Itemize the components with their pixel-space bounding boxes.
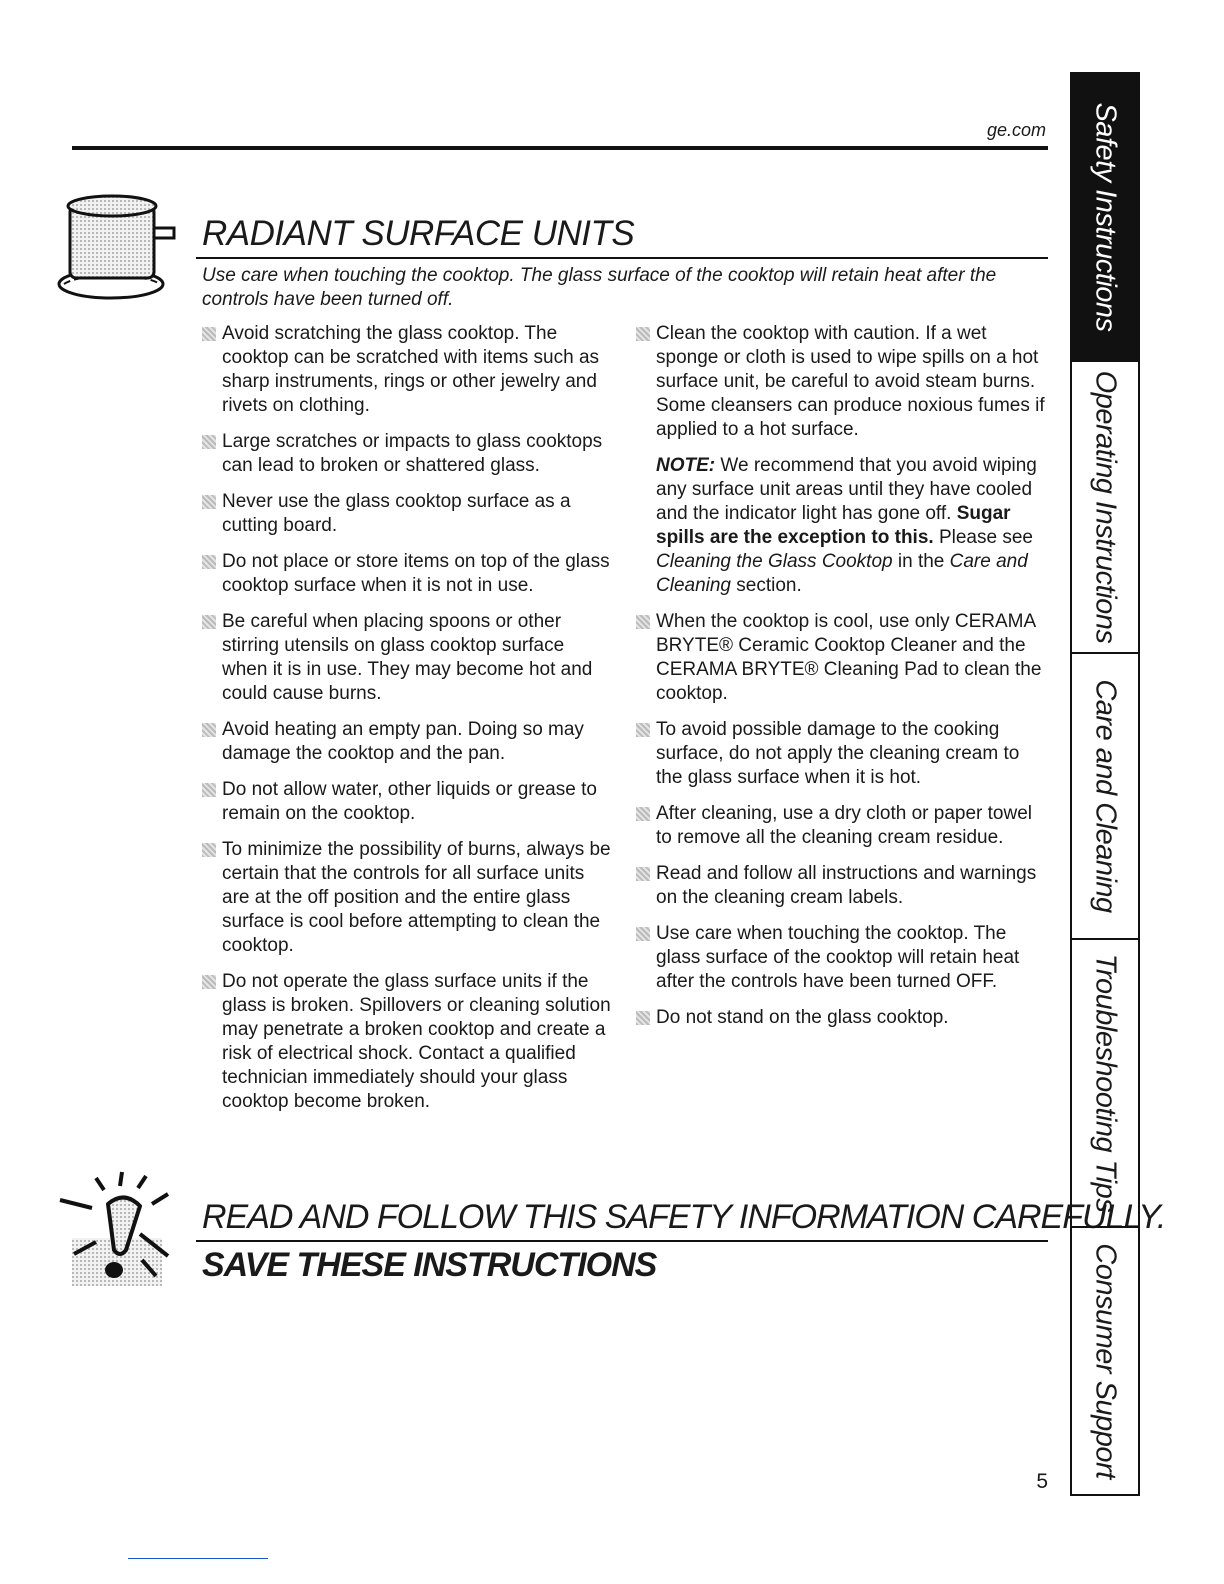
link-underline bbox=[128, 1558, 268, 1559]
bullet-icon bbox=[202, 975, 216, 989]
list-item: To avoid possible damage to the cooking surface, do not apply the cleaning cream to the glass surface when it is hot. bbox=[636, 718, 1048, 790]
bullet-icon bbox=[202, 555, 216, 569]
bullet-icon bbox=[636, 927, 650, 941]
section-tabs bbox=[1070, 72, 1140, 1496]
list-item: Never use the glass cooktop surface as a cutting board. bbox=[202, 490, 614, 538]
list-item: After cleaning, use a dry cloth or paper towel to remove all the cleaning cream residue. bbox=[636, 802, 1048, 850]
tab-care-and-cleaning[interactable]: Care and Cleaning bbox=[1072, 654, 1138, 940]
list-item: To minimize the possibility of burns, always be certain that the controls for all surface units are at the off position and the entire glass surface is cool before attempting to clean the cooktop. bbox=[202, 838, 614, 958]
page-number: 5 bbox=[1036, 1470, 1048, 1493]
bullet-icon bbox=[636, 327, 650, 341]
bullet-icon bbox=[636, 723, 650, 737]
note-reference: Cleaning the Glass Cooktop bbox=[656, 551, 893, 572]
bullet-icon bbox=[202, 843, 216, 857]
section-title: RADIANT SURFACE UNITS bbox=[202, 214, 635, 253]
bullet-icon bbox=[202, 783, 216, 797]
site-url: ge.com bbox=[986, 120, 1046, 140]
list-item: Read and follow all instructions and warnings on the cleaning cream labels. bbox=[636, 862, 1048, 910]
bullet-icon bbox=[636, 867, 650, 881]
left-column bbox=[202, 322, 614, 1126]
tab-consumer-support[interactable]: Consumer Support bbox=[1089, 1243, 1122, 1479]
tab-safety-instructions[interactable]: Safety Instructions bbox=[1072, 74, 1138, 362]
title-rule bbox=[196, 257, 1048, 259]
bullet-icon bbox=[202, 723, 216, 737]
warning-exclamation-icon bbox=[56, 1168, 186, 1288]
header-rule bbox=[72, 146, 1048, 150]
safety-rule bbox=[196, 1240, 1048, 1242]
bullet-icon bbox=[202, 435, 216, 449]
list-item: Avoid heating an empty pan. Doing so may damage the cooktop and the pan. bbox=[202, 718, 614, 766]
safety-heading: READ AND FOLLOW THIS SAFETY INFORMATION CAREFULLY. bbox=[202, 1198, 1166, 1236]
bullet-icon bbox=[202, 327, 216, 341]
note-reference: Care and Cleaning bbox=[656, 551, 1028, 596]
right-column bbox=[636, 322, 1048, 1042]
list-item: Do not place or store items on top of the glass cooktop surface when it is not in use. bbox=[202, 550, 614, 598]
list-item: Do not stand on the glass cooktop. bbox=[636, 1006, 1048, 1030]
note-label: NOTE: bbox=[656, 455, 716, 476]
note-block: NOTE: We recommend that you avoid wiping any surface unit areas until they have cooled and the indicator light has gone off. Sugar spills are the exception to this. Please see Cleaning the Glass Cooktop in the Care and Cleaning section. bbox=[656, 455, 1037, 596]
list-item: Clean the cooktop with caution. If a wet sponge or cloth is used to wipe spills on a hot surface unit, be careful to avoid steam burns. Some cleansers can produce noxious fumes if applied to a hot surface. bbox=[636, 322, 1048, 442]
save-instructions-heading: SAVE THESE INSTRUCTIONS bbox=[202, 1246, 657, 1284]
bullet-icon bbox=[636, 1011, 650, 1025]
list-item: Do not allow water, other liquids or grease to remain on the cooktop. bbox=[202, 778, 614, 826]
list-item: When the cooktop is cool, use only CERAMA BRYTE® Ceramic Cooktop Cleaner and the CERAMA BRYTE® Cleaning Pad to clean the cooktop. bbox=[636, 610, 1048, 706]
tab-troubleshooting-tips[interactable]: Troubleshooting Tips bbox=[1072, 940, 1138, 1228]
cooktop-pot-icon bbox=[56, 188, 186, 308]
bullet-icon bbox=[636, 615, 650, 629]
bullet-icon bbox=[202, 495, 216, 509]
tab-operating-instructions[interactable]: Operating Instructions bbox=[1072, 362, 1138, 654]
list-item: Avoid scratching the glass cooktop. The cooktop can be scratched with items such as sharp instruments, rings or other jewelry and rivets on clothing. bbox=[202, 322, 614, 418]
list-item: Do not operate the glass surface units if the glass is broken. Spillovers or cleaning solution may penetrate a broken cooktop and create a risk of electrical shock. Contact a qualified technician immediately should your glass cooktop become broken. bbox=[202, 970, 614, 1114]
list-item: Large scratches or impacts to glass cooktops can lead to broken or shattered glass. bbox=[202, 430, 614, 478]
section-intro: Use care when touching the cooktop. The glass surface of the cooktop will retain heat after the controls have been turned off. bbox=[202, 265, 997, 310]
bullet-icon bbox=[636, 807, 650, 821]
list-item: Use care when touching the cooktop. The glass surface of the cooktop will retain heat after the controls have been turned OFF. bbox=[636, 922, 1048, 994]
list-item: Be careful when placing spoons or other stirring utensils on glass cooktop surface when it is in use. They may become hot and could cause burns. bbox=[202, 610, 614, 706]
note-emphasis: Sugar spills are the exception to this. bbox=[656, 503, 1011, 548]
bullet-icon bbox=[202, 615, 216, 629]
